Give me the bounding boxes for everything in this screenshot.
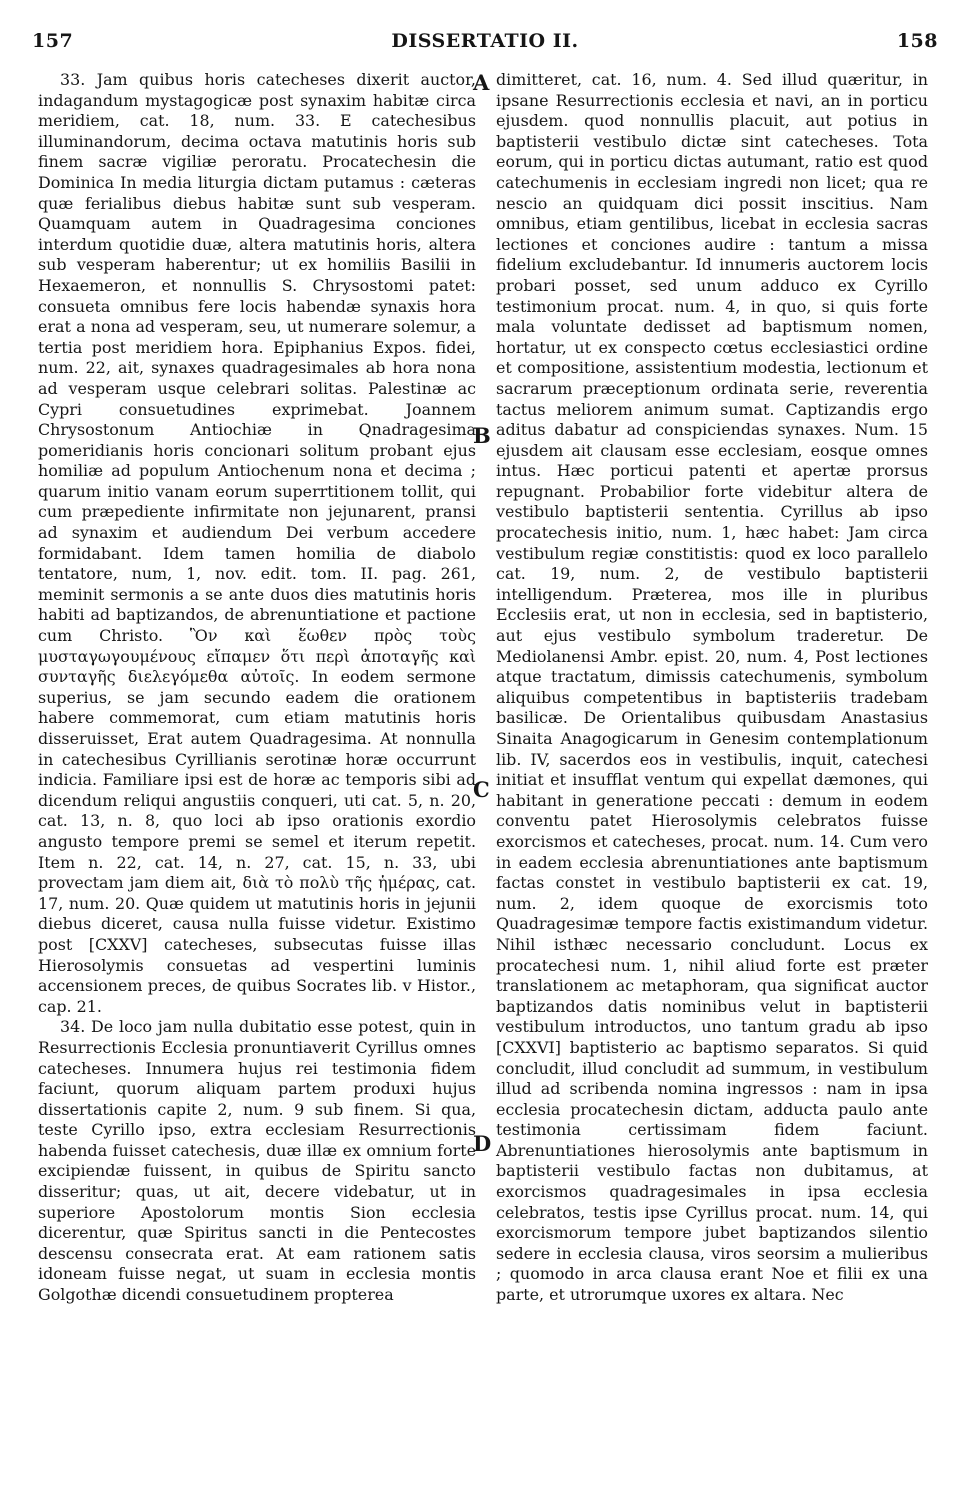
left-column xyxy=(38,70,476,1306)
paragraph-34: 34. De loco jam nulla dubitatio esse potest, quin in Resurrectionis Ecclesia pronuntiaverit Cyrillus omnes catecheses. Innumera hujus rei testimonia fidem faciunt, quorum aliquam partem produxi hujus dissertationis capite 2, num. 9 sub finem. Si qua, teste Cyrillo ipso, extra ecclesiam Resurrectionis habenda fuisset catechesis, duæ illæ ex omnium forte excipiendæ fuissent, in quibus de Spiritu sancto disseritur; quas, ut ait, decere videbatur, ut in superiore Apostolorum montis Sion ecclesia dicerentur, quæ Spiritus sancti in die Pentecostes descensu consecrata erat. At eam rationem satis idoneam fuisse negat, ut suam in ecclesia montis Golgothæ dicendi consuetudinem propterea xyxy=(38,1017,476,1305)
page-header xyxy=(32,30,938,58)
right-column-text: dimitteret, cat. 16, num. 4. Sed illud quæritur, in ipsane Resurrectionis ecclesia et navi, an in porticu ejusdem. quod nonnullis placuit, aut potius in baptisterii vestibulo dictæ sint catecheses. Tota eorum, qui in porticu dictas autumant, ratio est quod catechumenis in ecclesiam ingredi non licet; qua re nescio an quidquam dici possit inscitius. Nam omnibus, etiam gentilibus, licebat in ecclesia sacras lectiones et conciones audire : tantum a missa fidelium excludebantur. Id innumeris auctorem locis probari posset, sed unum adduco ex Cyrillo testimonium procat. num. 4, in quo, si quis forte mala voluntate dedisset ad baptismum nomen, hortatur, ut ex conspecto cœtus ecclesiastici ordine et compositione, assistentium modestia, lectionum et sacrarum præceptionum ordinata serie, reverentia tactus meliorem animum sumat. Captizandis ergo aditus dabatur ad conspiciendas synaxes. Num. 15 ejusdem ait clausam esse ecclesiam, eosque omnes intus. Hæc porticui patenti et apertæ prorsus repugnant. Probabilior forte videbitur altera de vestibulo baptisterii sententia. Cyrillus ab ipso procatechesis initio, num. 1, hæc habet: Jam circa vestibulum regiæ constitistis: quod ex loco parallelo cat. 19, num. 2, de vestibulo baptisterii intelligendum. Præterea, mos ille in pluribus Ecclesiis erat, ut non in ecclesia, sed in baptisterio, aut ejus vestibulo symbolum traderetur. De Mediolanensi Ambr. epist. 20, num. 4, Post lectiones atque tractatum, dimissis catechumenis, symbolum aliquibus competentibus in baptisteriis tradebam basilicæ. De Orientalibus quibusdam Anastasius Sinaita Anagogicarum in Genesim contemplationum lib. IV, sacerdos eos in vestibulis, inquit, catechesi initiat et insufflat ventum qui expellat dæmones, qui habitant in generatione peccati : demum in eodem conventu patet Hierosolymis celebratos fuisse exorcismos et catecheses, procat. num. 14. Cum vero in eadem ecclesia abrenuntiationes ante baptismum factas constet in vestibulo baptisterii ex cat. 19, num. 2, idem quoque de exorcismis toto Quadragesimæ tempore factis existimandum videtur. Nihil isthæc necessario concludunt. Locus ex procatechesi num. 1, nihil aliud forte est præter translationem ac metaphoram, qua significat auctor baptizandos datis nominibus velut in baptisterii vestibulum introductos, uno tantum gradu ab ipso [CXXVI] baptisterio ac baptismo separatos. Si quid concludit, illud concludit ad summum, in vestibulum illud ad scribenda nomina ingressos : nam in ipsa ecclesia procatechesin dictam, adducta paulo ante testimonia certissimam fidem faciunt. Abrenuntiationes hierosolymis ante baptismum in baptisterii vestibulo factas non dubitamus, at exorcismos quadragesimales in ipsa ecclesia celebratos, testis ipse Cyrillus procat. num. 14, qui exorcismorum tempore jubet baptizandos silentio sedere in ecclesia clausa, viros seorsim a mulieribus ; quomodo in arca clausa erant Noe et filii ex una parte, et utrorumque uxores ex altara. Nec xyxy=(496,70,928,1305)
paragraph-33: 33. Jam quibus horis catecheses dixerit auctor, indagandum mystagogicæ post synaxim habitæ circa meridiem, cat. 18, num. 33. E catechesibus illuminandorum, decima octava matutinis horis sub finem sacræ vigiliæ peroratu. Procatechesin die Dominica In media liturgia dictam putamus : cæteras quæ ferialibus diebus habitæ sunt sub vesperam. Quamquam autem in Quadragesima conciones interdum quotidie duæ, altera matutinis horis, altera sub vesperam haberentur; ut ex homiliis Basilii in Hexaemeron, et nonnullis S. Chrysostomi patet: consueta omnibus fere locis habendæ synaxis hora erat a nona ad vesperam, seu, ut numerare solemur, a tertia post meridiem hora. Epiphanius Expos. fidei, num. 22, ait, synaxes quadragesimales ab hora nona ad vesperam usque celebrari solitas. Palestinæ ac Cypri consuetudines exprimebat. Joannem Chrysostonum Antiochiæ in Qnadragesima pomeridianis horis concionari solitum probant ejus homiliæ ad populum Antiochenum nona et decima ; quarum initio vanam eorum superrtitionem tollit, qui cum præpediente infirmitate non jejunarent, pransi ad synaxim et audiendum Dei verbum accedere formidabant. Idem tamen homilia de diabolo tentatore, num, 1, nov. edit. tom. II. pag. 261, meminit sermonis a se ante duos dies matutinis horis habiti ad baptizandos, de abrenuntiatione et pactione cum Christo. Ὃν καὶ ἕωθεν πρὸς τοὺς μυσταγωγουμένους εἴπαμεν ὅτι περὶ ἀποταγῆς καὶ συνταγῆς διελεγόμεθα αὐτοῖς. In eodem sermone superius, se jam secundo eadem die orationem habere commemorat, cum etiam matutinis horis disseruisset, Erat autem Quadragesima. At nonnulla in catechesibus Cyrillianis serotinæ horæ occurrunt indicia. Familiare ipsi est de horæ ac temporis sibi ad dicendum reliqui angustiis conqueri, uti cat. 5, n. 20, cat. 13, n. 8, quo loci ab ipso orationis exordio angusto tempore premi se semel et iterum repetit. Item n. 22, cat. 14, n. 27, cat. 15, n. 33, ubi provectam jam diem ait, διὰ τὸ πολὺ τῆς ἡμέρας, cat. 17, num. 20. Quæ quidem ut matutinis horis in jejunii diebus diceret, causa nulla fuisse videtur. Existimo post [CXXV] catecheses, subsecutas fuisse illas Hierosolymis consuetas ad vespertini luminis accensionem preces, de quibus Socrates lib. v Histor., cap. 21. xyxy=(38,70,476,1016)
left-page-number: 157 xyxy=(32,30,74,52)
running-title: DISSERTATIO II. xyxy=(391,30,579,52)
right-column xyxy=(496,70,928,1306)
margin-letter-a: A xyxy=(473,70,490,95)
margin-letter-d: D xyxy=(473,1131,492,1156)
margin-letter-c: C xyxy=(473,777,490,802)
right-page-number: 158 xyxy=(896,30,938,52)
margin-letter-b: B xyxy=(473,423,491,448)
